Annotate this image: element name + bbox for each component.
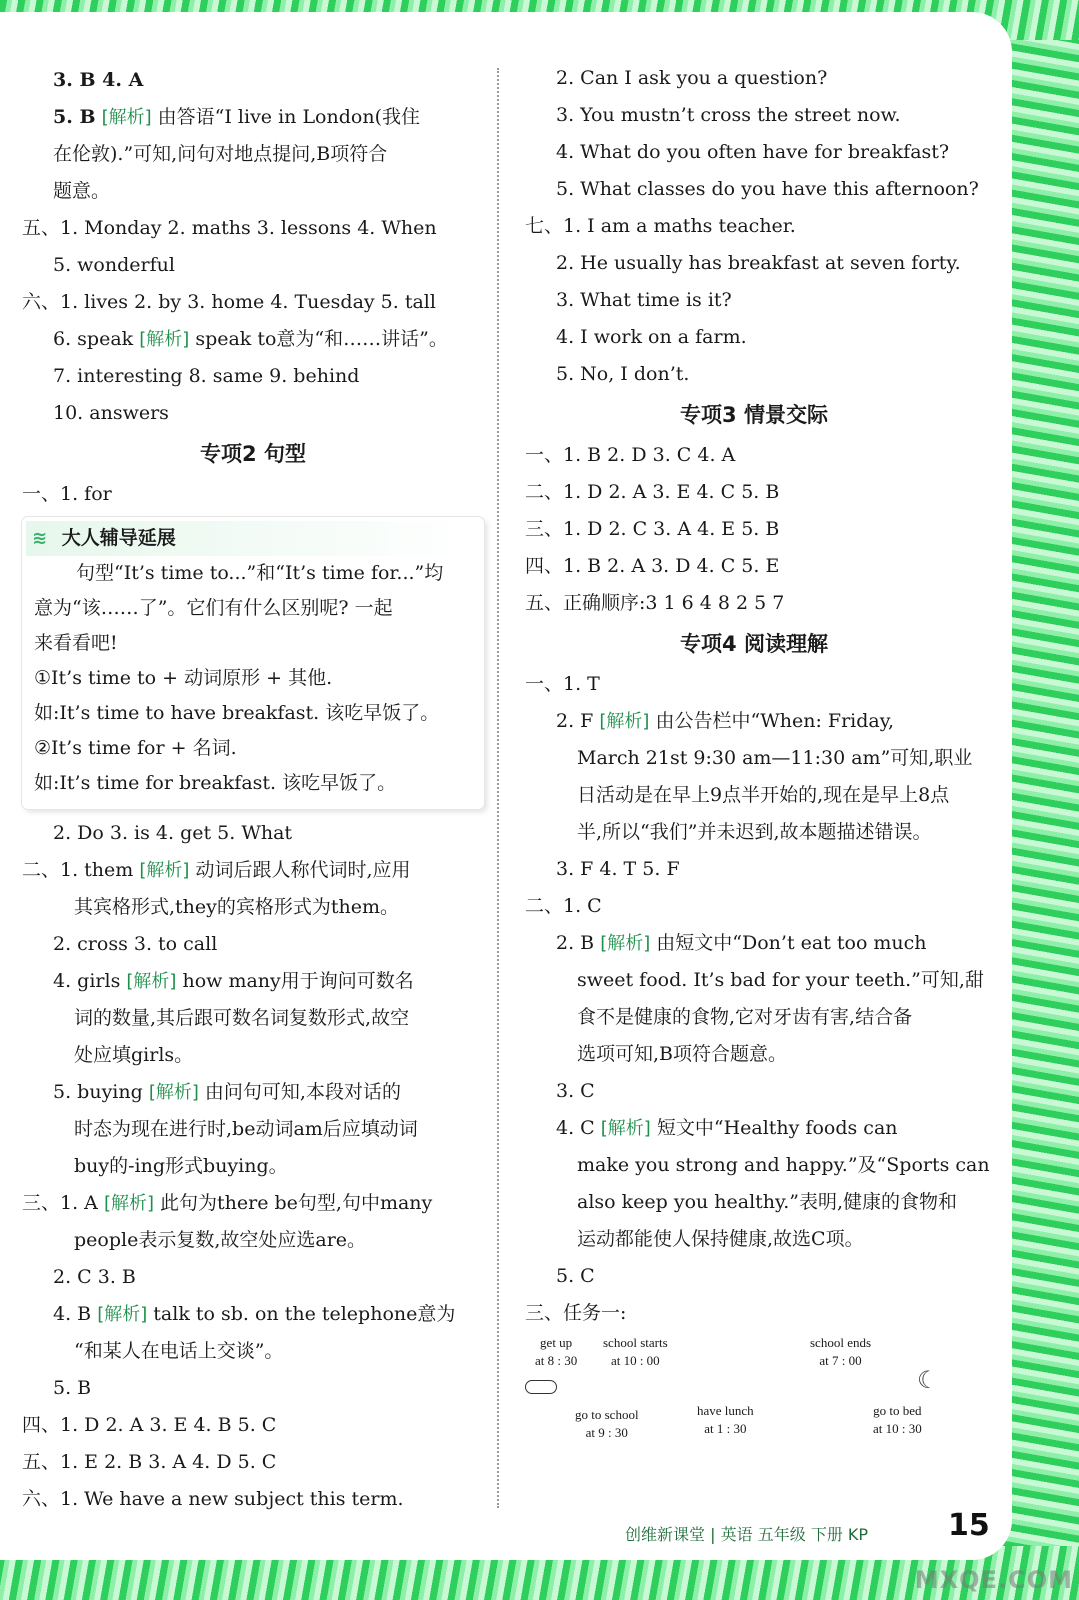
moon-icon: ☾ — [917, 1368, 939, 1394]
timeline-item — [535, 1334, 577, 1370]
wave-icon: ≋ — [32, 528, 48, 549]
answer-number: 5. B — [53, 106, 96, 128]
analysis-text: how many用于询问可数名 — [182, 970, 414, 992]
analysis-tag: [解析] — [139, 329, 190, 350]
answer-line: 六、1. We have a new subject this term. — [22, 1488, 404, 1510]
analysis-text: 其宾格形式,they的宾格形式为them。 — [74, 896, 400, 918]
tips-text: 句型“It’s time to...”和“It’s time for...”均 — [76, 562, 444, 584]
answer-line: 5. What classes do you have this afternoon? — [556, 178, 979, 200]
answer-line: 10. answers — [53, 402, 169, 424]
tips-text: ①It’s time to + 动词原形 + 其他. — [34, 667, 333, 689]
answer-line — [22, 321, 484, 358]
answer-number: 6. speak — [53, 328, 134, 350]
timeline-item — [810, 1334, 871, 1370]
timeline-activity: school ends — [810, 1335, 872, 1350]
analysis-tag: [解析] — [148, 1082, 199, 1103]
analysis-text: 词的数量,其后跟可数名词复数形式,故空 — [74, 1007, 410, 1029]
timeline-activity: go to bed — [873, 1403, 922, 1418]
tips-text: 如:It’s time to have breakfast. 该吃早饭了。 — [34, 702, 440, 724]
left-column — [22, 62, 484, 1518]
timeline-time: at 1 : 30 — [704, 1421, 747, 1436]
tips-text: ②It’s time for + 名词. — [34, 737, 237, 759]
analysis-text: 短文中“Healthy foods can — [656, 1117, 898, 1139]
analysis-text: 时态为现在进行时,be动词am后应填动词 — [74, 1118, 418, 1140]
answer-line: 一、1. B 2. D 3. C 4. A — [525, 444, 736, 466]
right-column — [525, 60, 990, 1484]
analysis-text: March 21st 9:30 am—11:30 am”可知,职业 — [577, 747, 973, 769]
answer-line: 4. I work on a farm. — [556, 326, 747, 348]
tips-text: 如:It’s time for breakfast. 该吃早饭了。 — [34, 772, 397, 794]
analysis-text: “和某人在电话上交谈”。 — [74, 1340, 284, 1362]
analysis-text: 题意。 — [53, 180, 111, 202]
column-divider — [497, 68, 499, 1508]
answer-line: 5. C — [556, 1265, 595, 1287]
analysis-text: 动词后跟人称代词时,应用 — [195, 859, 411, 881]
answer-number: 4. girls — [53, 970, 121, 992]
answer-line — [22, 1074, 484, 1111]
tips-title-text: 大人辅导延展 — [61, 527, 176, 549]
answer-line — [22, 963, 484, 1000]
analysis-text: 由答语“I live in London(我住 — [157, 106, 420, 128]
timeline-item — [873, 1402, 922, 1438]
answer-line: 2. Can I ask you a question? — [556, 67, 828, 89]
answer-line: 五、1. Monday 2. maths 3. lessons 4. When — [22, 217, 437, 239]
answer-line: 三、1. D 2. C 3. A 4. E 5. B — [525, 518, 780, 540]
answer-line — [22, 852, 484, 889]
answer-line: 5. B — [53, 1377, 92, 1399]
answer-line: 四、1. B 2. A 3. D 4. C 5. E — [525, 555, 780, 577]
answer-number: 2. F — [556, 710, 594, 732]
footer-separator: | — [710, 1525, 716, 1544]
analysis-text: 食不是健康的食物,它对牙齿有害,结合备 — [577, 1006, 913, 1028]
analysis-tag: [解析] — [600, 1118, 651, 1139]
section-title: 专项4 阅读理解 — [680, 632, 828, 656]
answer-line: 五、1. E 2. B 3. A 4. D 5. C — [22, 1451, 277, 1473]
answer-line: 3. F 4. T 5. F — [556, 858, 680, 880]
tips-box — [22, 517, 484, 809]
timeline-activity: school starts — [603, 1335, 668, 1350]
analysis-tag: [解析] — [103, 1193, 154, 1214]
answer-line: 二、1. C — [525, 895, 602, 917]
footer-subject: 英语 — [720, 1525, 753, 1544]
answer-line: 2. cross 3. to call — [53, 933, 218, 955]
analysis-text: 日活动是在早上9点半开始的,现在是早上8点 — [577, 784, 950, 806]
tips-text: 来看看吧! — [34, 632, 118, 654]
answer-number: 2. B — [556, 932, 595, 954]
answer-line: 3. B 4. A — [53, 69, 144, 91]
answer-line: 5. No, I don’t. — [556, 363, 690, 385]
timeline-activity: have lunch — [697, 1403, 754, 1418]
analysis-text: also keep you healthy.”表明,健康的食物和 — [577, 1191, 958, 1213]
timeline-activity: get up — [540, 1335, 573, 1350]
answer-number: 4. C — [556, 1117, 595, 1139]
answer-number: 5. buying — [53, 1081, 143, 1103]
timeline-item — [575, 1406, 639, 1442]
answer-line: 二、1. D 2. A 3. E 4. C 5. B — [525, 481, 780, 503]
answer-line: 3. What time is it? — [556, 289, 732, 311]
footer-book: 创维新课堂 — [625, 1525, 706, 1544]
analysis-text: 由公告栏中“When: Friday, — [655, 710, 894, 732]
answer-line: 5. wonderful — [53, 254, 175, 276]
answer-line: 四、1. D 2. A 3. E 4. B 5. C — [22, 1414, 277, 1436]
answer-number: 4. B — [53, 1303, 92, 1325]
answer-line: 七、1. I am a maths teacher. — [525, 215, 796, 237]
answer-line — [22, 99, 484, 136]
analysis-text: sweet food. It’s bad for your teeth.”可知,甜 — [577, 969, 984, 991]
timeline-time: at 9 : 30 — [585, 1425, 628, 1440]
analysis-text: people表示复数,故空处应选are。 — [74, 1229, 367, 1251]
analysis-text: make you strong and happy.”及“Sports can — [577, 1154, 990, 1176]
analysis-text: 选项可知,B项符合题意。 — [577, 1043, 788, 1065]
answer-line: 7. interesting 8. same 9. behind — [53, 365, 360, 387]
answer-line: 3. You mustn’t cross the street now. — [556, 104, 901, 126]
answer-line — [525, 1110, 983, 1147]
analysis-tag: [解析] — [600, 933, 651, 954]
section-title: 专项2 句型 — [200, 442, 306, 466]
answer-line: 2. Do 3. is 4. get 5. What — [53, 822, 293, 844]
answer-line: 4. What do you often have for breakfast? — [556, 141, 950, 163]
analysis-text: buy的-ing形式buying。 — [74, 1155, 288, 1177]
answer-line — [22, 1296, 484, 1333]
analysis-text: 由问句可知,本段对话的 — [204, 1081, 401, 1103]
answer-line: 五、正确顺序:3 1 6 4 8 2 5 7 — [525, 592, 785, 614]
timeline-item — [697, 1402, 754, 1438]
answer-line: 三、任务一: — [525, 1302, 627, 1324]
analysis-text: 半,所以“我们”并未迟到,故本题描述错误。 — [577, 821, 932, 843]
analysis-text: 在伦敦).”可知,问句对地点提问,B项符合 — [53, 143, 388, 165]
timeline-activity: go to school — [575, 1407, 639, 1422]
analysis-text: 此句为there be句型,句中many — [160, 1192, 433, 1214]
footer-grade: 五年级 — [757, 1525, 806, 1544]
answer-line — [525, 703, 983, 740]
answer-number: 三、1. A — [22, 1192, 98, 1214]
daily-timeline — [525, 1334, 975, 1484]
timeline-item — [603, 1334, 668, 1370]
analysis-tag: [解析] — [139, 860, 190, 881]
analysis-text: speak to意为“和……讲话”。 — [195, 328, 448, 350]
analysis-text: 处应填girls。 — [74, 1044, 194, 1066]
footer-volume: 下册 — [810, 1525, 843, 1544]
timeline-time: at 7 : 00 — [819, 1353, 862, 1368]
analysis-tag: [解析] — [101, 107, 152, 128]
answer-line: 一、1. for — [22, 483, 112, 505]
timeline-time: at 10 : 30 — [873, 1421, 922, 1436]
answer-line — [525, 925, 983, 962]
analysis-tag: [解析] — [97, 1304, 148, 1325]
analysis-text: 运动都能使人保持健康,故选C项。 — [577, 1228, 864, 1250]
answer-line — [22, 1185, 484, 1222]
answer-line: 2. He usually has breakfast at seven forty. — [556, 252, 961, 274]
analysis-tag: [解析] — [126, 971, 177, 992]
analysis-tag: [解析] — [599, 711, 650, 732]
tips-text: 意为“该……了”。它们有什么区别呢? 一起 — [34, 597, 393, 619]
timeline-time: at 10 : 00 — [610, 1353, 660, 1368]
answer-line: 3. C — [556, 1080, 595, 1102]
cloud-icon — [525, 1380, 557, 1394]
answer-line: 六、1. lives 2. by 3. home 4. Tuesday 5. tall — [22, 291, 436, 313]
answer-number: 二、1. them — [22, 859, 134, 881]
section-title: 专项3 情景交际 — [680, 403, 828, 427]
watermark: MXQE.COM — [914, 1566, 1073, 1594]
footer-book-info — [625, 1522, 868, 1545]
answer-line: 2. C 3. B — [53, 1266, 136, 1288]
timeline-time: at 8 : 30 — [535, 1353, 578, 1368]
analysis-text: talk to sb. on the telephone意为 — [153, 1303, 456, 1325]
analysis-text: 由短文中“Don’t eat too much — [656, 932, 927, 954]
footer-edition: KP — [847, 1525, 869, 1544]
page-number: 15 — [948, 1508, 990, 1543]
answer-line: 一、1. T — [525, 673, 600, 695]
tips-title — [26, 521, 474, 556]
